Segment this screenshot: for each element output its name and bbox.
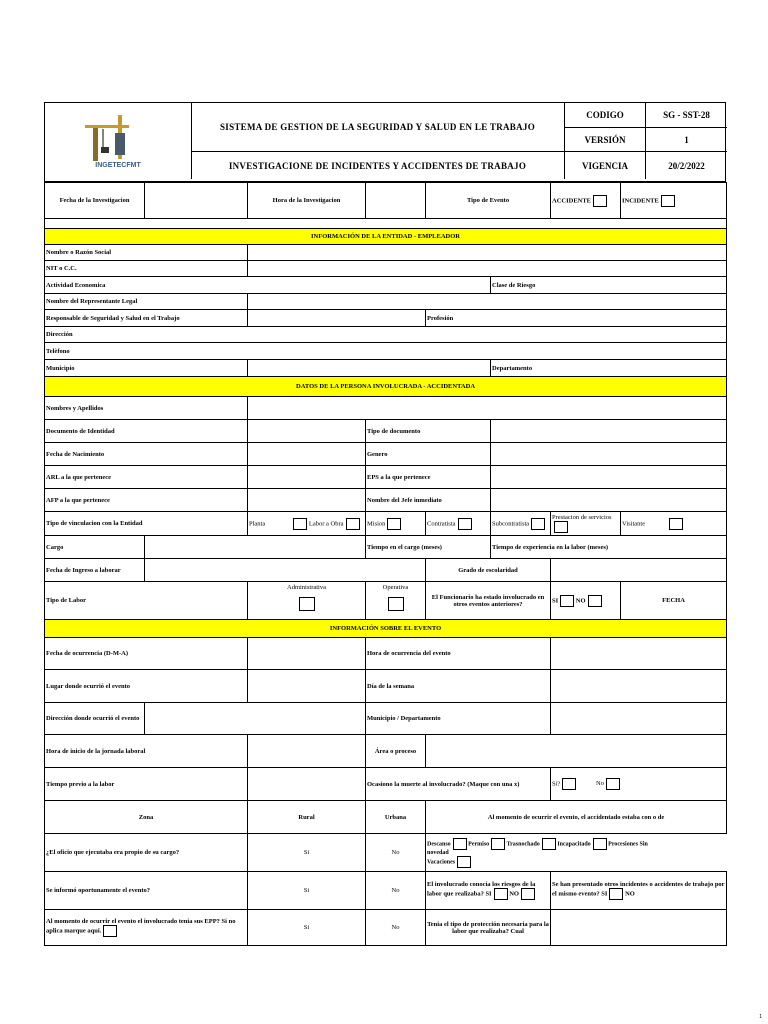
dia-semana-label: Día de la semana xyxy=(366,670,551,703)
representante-field[interactable] xyxy=(248,294,727,310)
documento-label: Documento de Identidad xyxy=(45,420,248,443)
nombre-razon-field[interactable] xyxy=(248,245,727,261)
vacaciones-checkbox[interactable] xyxy=(457,856,471,868)
genero-field[interactable] xyxy=(491,443,727,466)
vigencia-label: VIGENCIA xyxy=(565,152,646,179)
departamento-label: Departamento xyxy=(491,360,727,377)
conocia-si-checkbox[interactable] xyxy=(494,888,508,900)
page-number: 1 xyxy=(759,1014,762,1020)
tipo-documento-label: Tipo de documento xyxy=(366,420,491,443)
subcontratista-checkbox[interactable] xyxy=(531,518,545,530)
nit-field[interactable] xyxy=(248,261,727,277)
mision-label: Mision xyxy=(367,519,386,527)
fecha-ocurrencia-field[interactable] xyxy=(248,638,366,670)
otros-incidentes-label: Se han presentado otros incidentes o accidentes de trabajo por el mismo evento? SI xyxy=(552,881,725,898)
epp-no: No xyxy=(366,910,426,946)
operativa-label: Operativa xyxy=(382,584,409,591)
nombres-label: Nombres y Apellidos xyxy=(45,397,248,420)
nombres-field[interactable] xyxy=(248,397,727,420)
municipio-evento-field[interactable] xyxy=(551,703,727,735)
informo-si: Si xyxy=(248,872,366,910)
conocia-no-checkbox[interactable] xyxy=(521,888,535,900)
epp-label: Al momento de ocurrir el evento el involucrado tenia sus EPP? Si no aplica marque aquí. xyxy=(46,918,236,935)
afp-label: AFP a la que pertenece xyxy=(45,489,248,512)
visitante-label: Visitante xyxy=(622,519,646,527)
lugar-field[interactable] xyxy=(248,670,366,703)
administrativa-checkbox[interactable] xyxy=(299,597,315,611)
ingreso-field[interactable] xyxy=(145,559,426,582)
muerte-no-checkbox[interactable] xyxy=(606,778,620,790)
investigation-table xyxy=(44,182,727,946)
informo-label: Se informó oportunamente el evento? xyxy=(45,872,248,910)
area-label: Área o proceso xyxy=(366,735,426,768)
muerte-no-label: No xyxy=(595,780,604,788)
permiso-label: Permiso xyxy=(468,840,490,847)
nacimiento-field[interactable] xyxy=(248,443,366,466)
escolaridad-field[interactable] xyxy=(551,559,727,582)
documento-field[interactable] xyxy=(248,420,366,443)
operativa-checkbox[interactable] xyxy=(388,597,404,611)
tipo-labor-label: Tipo de Labor xyxy=(45,582,248,620)
mision-checkbox[interactable] xyxy=(387,518,401,530)
logo-text: INGETECFMT xyxy=(95,162,141,169)
novedad-label: novedad xyxy=(427,849,449,856)
oficio-si: Si xyxy=(248,834,366,872)
descanso-label: Descanso xyxy=(427,840,451,847)
cargo-field[interactable] xyxy=(145,536,366,559)
vigencia-value: 20/2/2022 xyxy=(668,160,705,171)
otros-si-label: SI xyxy=(552,596,559,604)
otros-no-label: NO xyxy=(575,596,586,604)
escolaridad-label: Grado de escolaridad xyxy=(426,559,551,582)
descanso-checkbox[interactable] xyxy=(453,838,467,850)
subcontratista-label: Subcontratista xyxy=(492,519,530,527)
hora-investigacion-field[interactable] xyxy=(366,183,426,219)
jefe-field[interactable] xyxy=(491,489,727,512)
planta-checkbox[interactable] xyxy=(293,518,307,530)
fecha-ocurrencia-label: Fecha de ocurrencia (D-M-A) xyxy=(45,638,248,670)
municipio-field[interactable] xyxy=(248,360,491,377)
hora-ocurrencia-label: Hora de ocurrencia del evento xyxy=(366,638,551,670)
rural-label: Rural xyxy=(248,801,366,834)
section-evento-title: INFORMACIÓN SOBRE EL EVENTO xyxy=(45,620,727,638)
informo-no: No xyxy=(366,872,426,910)
contratista-checkbox[interactable] xyxy=(458,518,472,530)
otros-incidentes-si-checkbox[interactable] xyxy=(609,888,623,900)
afp-field[interactable] xyxy=(248,489,366,512)
clase-riesgo-label: Clase de Riesgo xyxy=(491,277,727,294)
otros-incidentes-no-label: NO xyxy=(625,890,635,898)
hora-ocurrencia-field[interactable] xyxy=(551,638,727,670)
lugar-label: Lugar donde ocurrió el evento xyxy=(45,670,248,703)
version-value: 1 xyxy=(646,128,727,152)
telefono-label: Telèfono xyxy=(45,343,727,360)
municipio-label: Municipio xyxy=(45,360,248,377)
eps-field[interactable] xyxy=(491,466,727,489)
otros-eventos-label: El Funcionario ha estado involucrado en otros eventos anteriores? xyxy=(426,582,551,620)
tipo-evento-label: Tipo de Evento xyxy=(426,183,551,219)
form-subtitle: INVESTIGACIONE DE INCIDENTES Y ACCIDENTES DE TRABAJO xyxy=(191,152,565,179)
muerte-si-checkbox[interactable] xyxy=(562,778,576,790)
contratista-label: Contratista xyxy=(427,519,456,527)
labor-obra-label: Labor a Obra xyxy=(308,519,344,527)
cargo-label: Cargo xyxy=(45,536,145,559)
epp-checkbox[interactable] xyxy=(103,925,117,937)
form-header xyxy=(44,102,726,182)
vacaciones-label: Vacaciones xyxy=(427,858,456,865)
trasnochado-checkbox[interactable] xyxy=(542,838,556,850)
conocia-no-label: NO xyxy=(509,890,519,898)
company-logo xyxy=(45,103,192,179)
otros-no-checkbox[interactable] xyxy=(588,595,602,607)
incapacitado-label: Incapacitado xyxy=(557,840,591,847)
municipio-evento-label: Municipio / Departamento xyxy=(366,703,551,735)
momento-label: Al momento de ocurrir el evento, el accidentado estaba con o de xyxy=(426,801,727,834)
form-title: SISTEMA DE GESTION DE LA SEGURIDAD Y SALUD EN LE TRABAJO xyxy=(191,103,565,152)
tipo-documento-field[interactable] xyxy=(491,420,727,443)
otros-si-checkbox[interactable] xyxy=(560,595,574,607)
incapacitado-checkbox[interactable] xyxy=(593,838,607,850)
arl-field[interactable] xyxy=(248,466,366,489)
direccion-evento-label: Dirección donde ocurrió el evento xyxy=(45,703,145,735)
jefe-label: Nombre del Jefe inmediato xyxy=(366,489,491,512)
hora-inicio-field[interactable] xyxy=(248,735,366,768)
crane-logo-icon xyxy=(45,103,191,179)
prestacion-label: Prestacion de servicios xyxy=(552,514,612,521)
oficio-label: ¿El oficio que ejecutaba era propio de su cargo? xyxy=(45,834,248,872)
area-field[interactable] xyxy=(426,735,727,768)
urbana-label: Urbana xyxy=(366,801,426,834)
oficio-no: No xyxy=(366,834,426,872)
section-entidad-title: INFORMACIÓN DE LA ENTIDAD - EMPLEADOR xyxy=(45,229,727,245)
eps-label: EPS a la que pertenece xyxy=(366,466,491,489)
codigo-label: CODIGO xyxy=(565,103,646,128)
section-persona-title: DATOS DE LA PERSONA INVOLUCRADA - ACCIDENTADA xyxy=(45,377,727,397)
accidente-label: ACCIDENTE xyxy=(552,196,592,204)
hora-investigacion-label: Hora de la Investigacion xyxy=(248,183,366,219)
direccion-evento-field[interactable] xyxy=(145,703,366,735)
accidente-checkbox[interactable] xyxy=(593,195,607,207)
planta-label: Planta xyxy=(249,519,266,527)
trasnochado-label: Trasnochado xyxy=(506,840,540,847)
tiempo-experiencia-label: Tiempo de experiencia en la labor (meses) xyxy=(491,536,727,559)
responsable-sst-label: Responsable de Seguridad y Salud en el Trabajo xyxy=(45,310,248,327)
prestacion-checkbox[interactable] xyxy=(554,521,568,533)
form-sheet xyxy=(44,102,726,946)
tiempo-cargo-label: Tiempo en el cargo (meses) xyxy=(366,536,491,559)
representante-label: Nombre del Representante Legal xyxy=(45,294,248,310)
codigo-value: SG - SST-28 xyxy=(646,103,727,128)
fecha-investigacion-label: Fecha de la Investigacion xyxy=(45,183,145,219)
nacimiento-label: Fecha de Nacimiento xyxy=(45,443,248,466)
arl-label: ARL a la que pertenece xyxy=(45,466,248,489)
labor-obra-checkbox[interactable] xyxy=(346,518,360,530)
permiso-checkbox[interactable] xyxy=(491,838,505,850)
epp-si: Si xyxy=(248,910,366,946)
profesion-label: Profesión xyxy=(426,310,727,327)
incidente-label: INCIDENTE xyxy=(622,196,659,204)
genero-label: Genero xyxy=(366,443,491,466)
responsable-sst-field[interactable] xyxy=(248,310,426,327)
tiempo-previo-label: Tiempo previo a la labor xyxy=(45,768,248,801)
actividad-label: Actividad Economica xyxy=(45,277,491,294)
proteccion-label: Tenia el tipo de protección necesaria para la labor que realizaba? Cual xyxy=(426,910,551,946)
visitante-checkbox[interactable] xyxy=(669,518,683,530)
nombre-razon-label: Nombre o Razón Social xyxy=(45,245,248,261)
sin-label: Sin xyxy=(639,840,648,847)
procesiones-label: Procesiones xyxy=(608,840,639,847)
muerte-si-label: Si? xyxy=(552,780,561,788)
zona-label: Zona xyxy=(45,801,248,834)
fecha-label: FECHA xyxy=(621,582,727,620)
direccion-label: Dirección xyxy=(45,327,727,343)
conocia-label: El involucrado conocía los riesgos de la labor que realizaba? SI xyxy=(427,881,536,898)
tiempo-previo-field[interactable] xyxy=(248,768,366,801)
incidente-checkbox[interactable] xyxy=(661,195,675,207)
hora-inicio-label: Hora de inicio de la jornada laboral xyxy=(45,735,248,768)
dia-semana-field[interactable] xyxy=(551,670,727,703)
nit-label: NIT o C.C. xyxy=(45,261,248,277)
administrativa-label: Administrativa xyxy=(287,584,326,591)
version-label: VERSIÓN xyxy=(565,128,646,152)
fecha-investigacion-field[interactable] xyxy=(145,183,248,219)
proteccion-field[interactable] xyxy=(551,910,727,946)
muerte-label: Ocasiono la muerte al involucrado? (Maque con una x) xyxy=(366,768,551,801)
ingreso-label: Fecha de Ingreso a laborar xyxy=(45,559,145,582)
vinculacion-label: Tipo de vinculacion con la Entidad xyxy=(45,512,248,536)
